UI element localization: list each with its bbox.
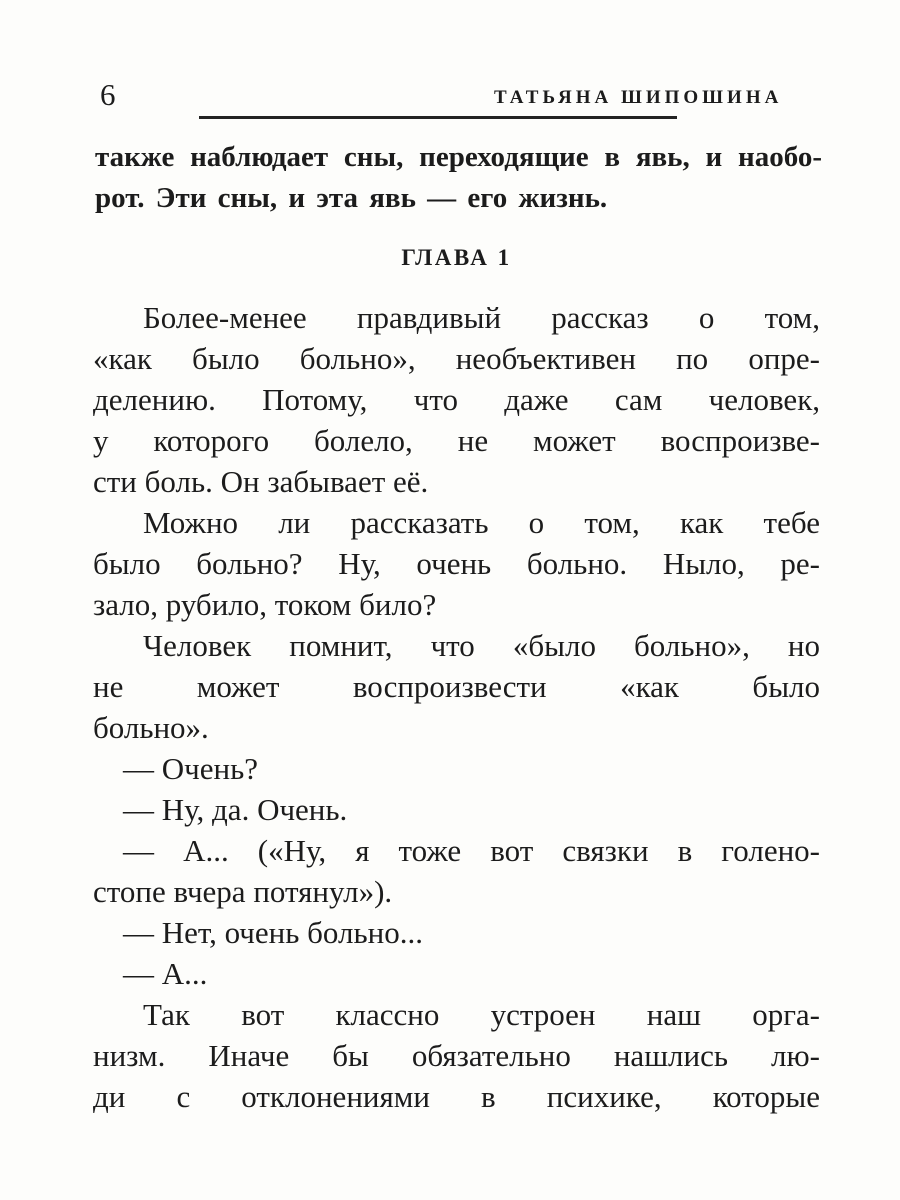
text-line: — Ну, да. Очень.	[123, 792, 348, 827]
text-line: — Очень?	[123, 751, 258, 786]
text-line: больно».	[93, 710, 209, 745]
page-number: 6	[100, 77, 116, 112]
text-line: рот. Эти сны, и эта явь — его жизнь.	[95, 182, 608, 214]
text-line: сти боль. Он забывает её.	[93, 464, 429, 499]
text-line: также наблюдает сны, переходящие в явь, и наобо-	[95, 141, 822, 173]
text-line: Так вот классно устроен наш орга-	[143, 997, 820, 1032]
lead-paragraph	[95, 137, 822, 219]
text-line: «как было больно», необъективен по опре-	[93, 341, 820, 376]
text-line: низм. Иначе бы обязательно нашлись лю-	[93, 1038, 820, 1073]
body-text	[93, 297, 820, 1117]
text-line: было больно? Ну, очень больно. Ныло, ре-	[93, 546, 820, 581]
chapter-title: ГЛАВА 1	[401, 245, 512, 270]
running-header-author: ТАТЬЯНА ШИПОШИНА	[494, 87, 783, 108]
text-line: зало, рубило, током било?	[93, 587, 437, 622]
header-rule	[199, 116, 677, 119]
text-line: Более-менее правдивый рассказ о том,	[143, 300, 820, 335]
text-line: — А...	[123, 956, 208, 991]
text-line: Можно ли рассказать о том, как тебе	[143, 505, 820, 540]
text-line: — Нет, очень больно...	[123, 915, 423, 950]
text-line: не может воспроизвести «как было	[93, 669, 820, 704]
text-line: ди с отклонениями в психике, которые	[93, 1079, 820, 1114]
text-line: — А... («Ну, я тоже вот связки в голено-	[123, 833, 820, 868]
text-line: у которого болело, не может воспроизве-	[93, 423, 820, 458]
text-line: Человек помнит, что «было больно», но	[143, 628, 820, 663]
text-line: делению. Потому, что даже сам человек,	[93, 382, 820, 417]
text-line: стопе вчера потянул»).	[93, 874, 393, 909]
